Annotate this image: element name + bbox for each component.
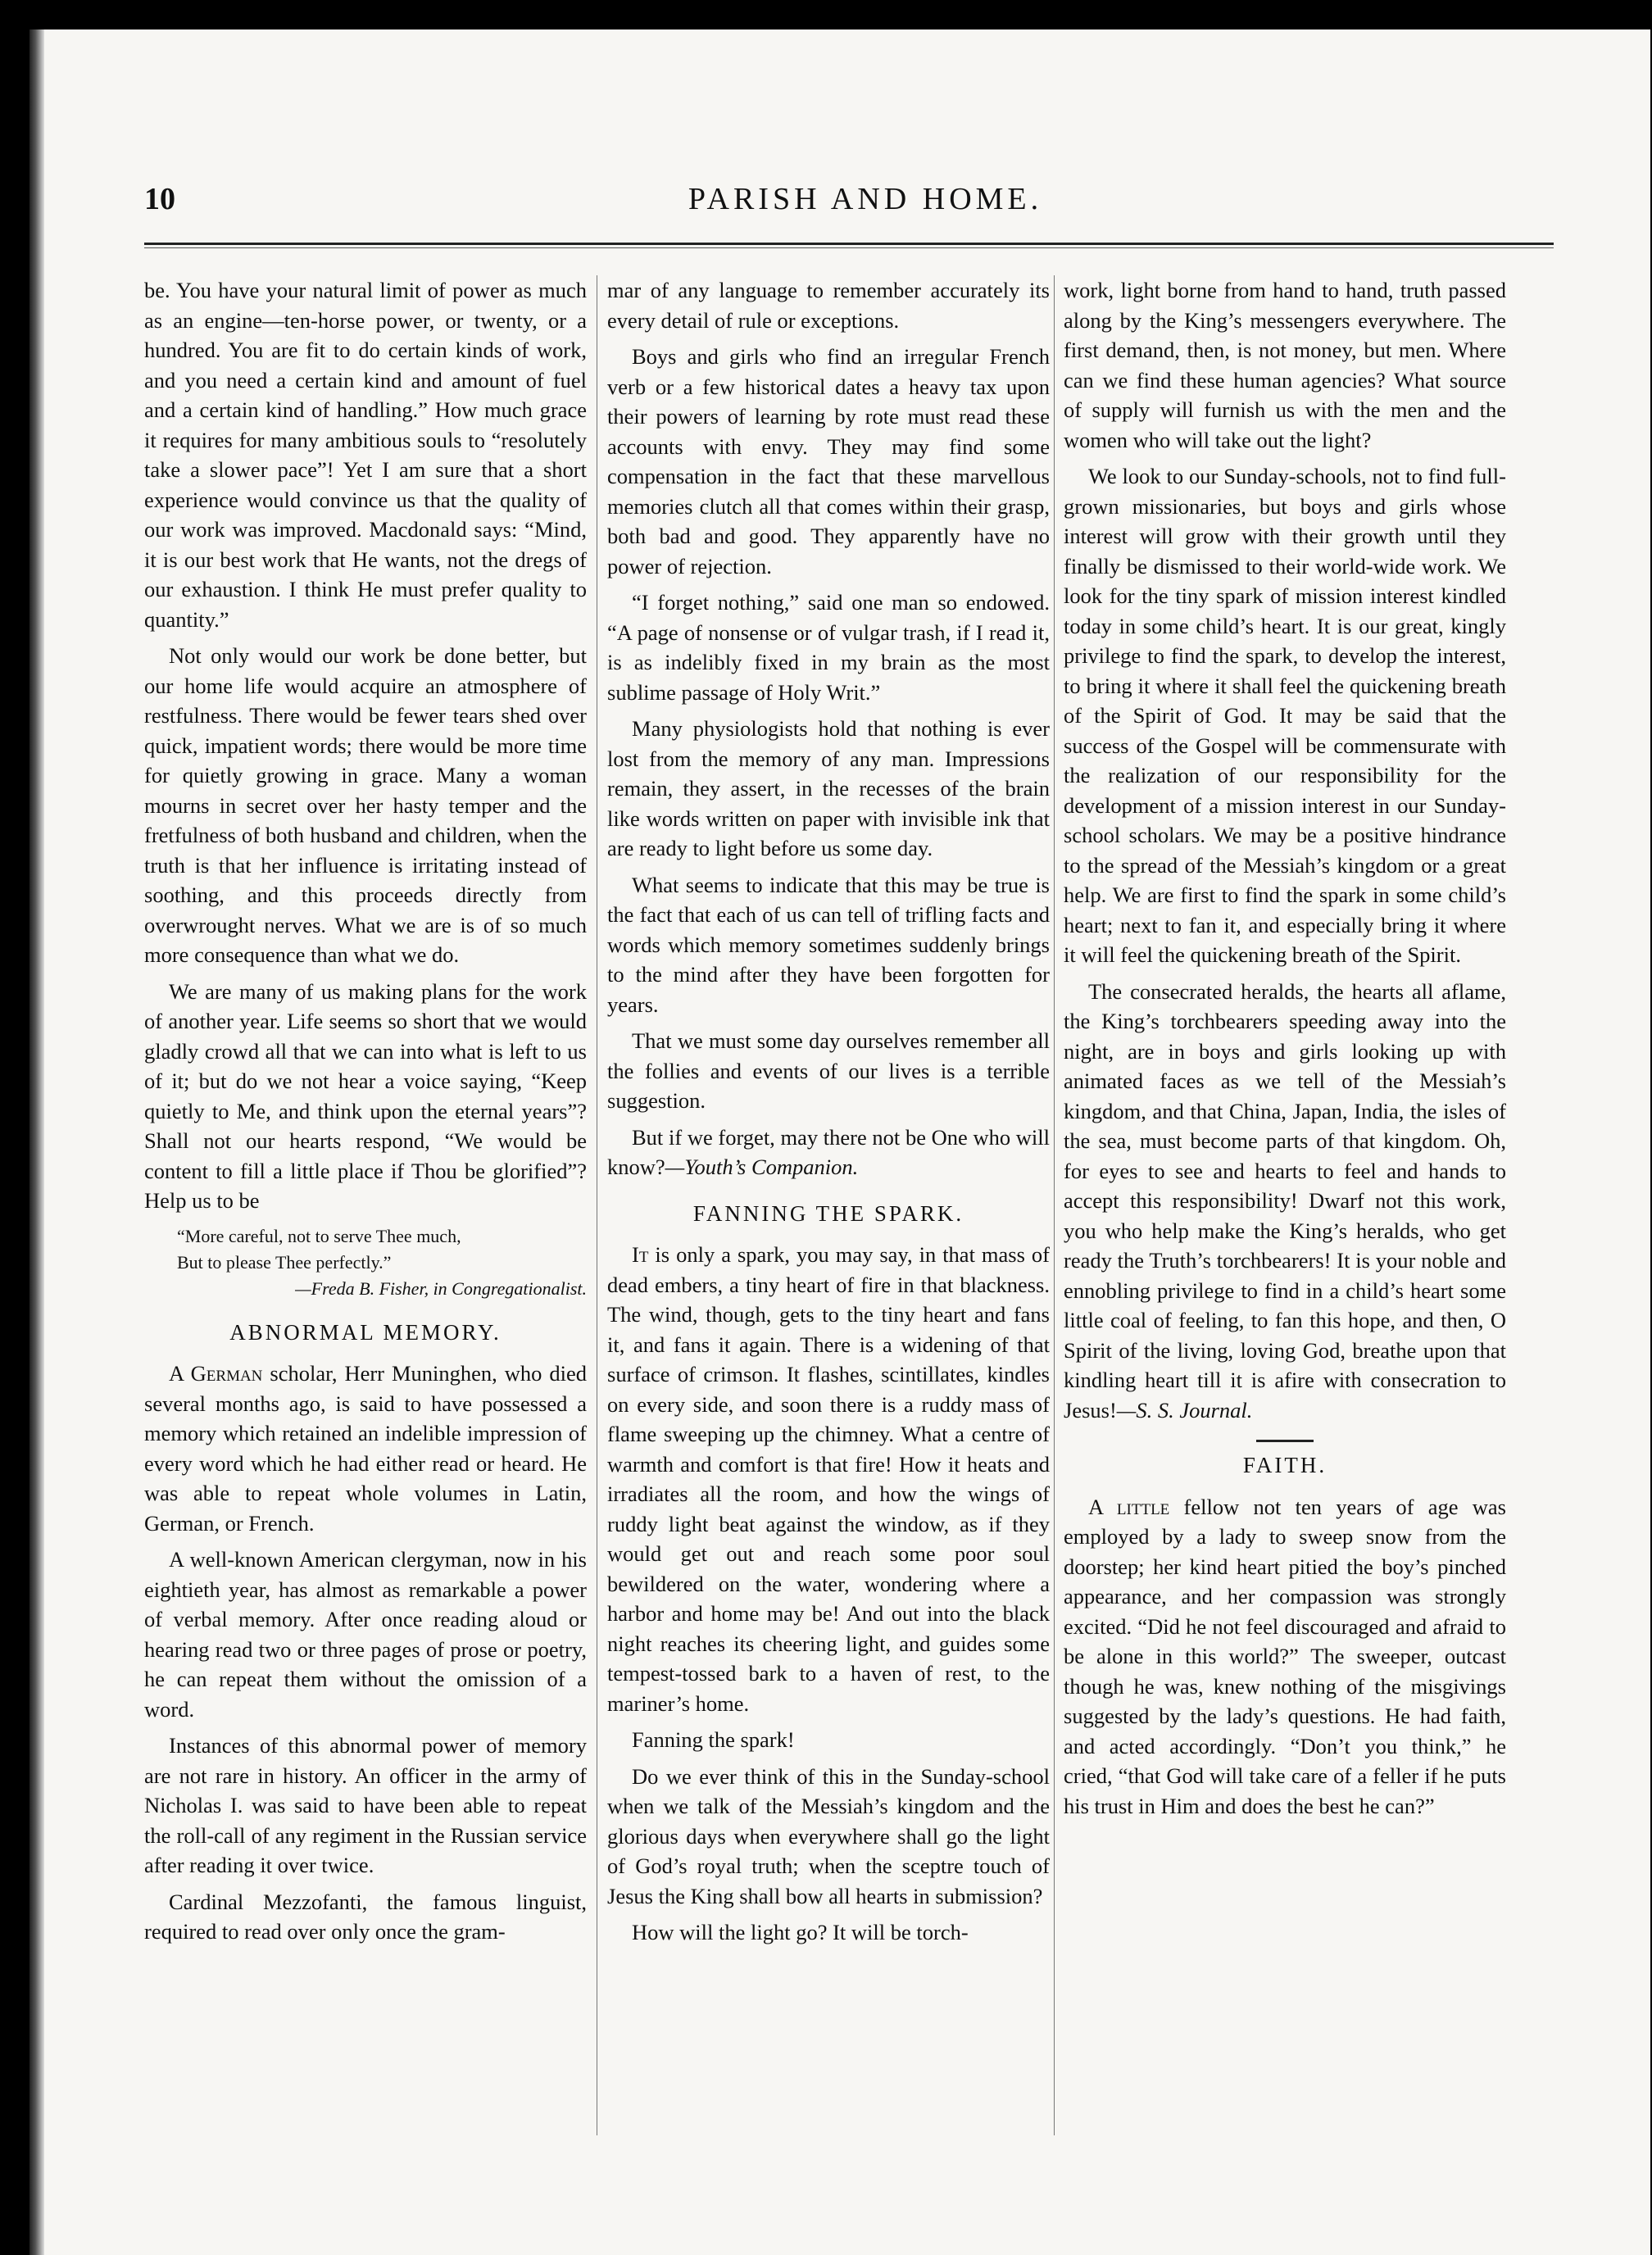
column-left <box>144 275 587 1953</box>
paragraph <box>1064 977 1506 1426</box>
paragraph <box>1064 1492 1506 1822</box>
paragraph: Instances of this abnormal power of memory are not rare in history. An officer in the army of Nicholas I. was said to have been able to repeat the roll-call of any regiment in the Russian service after reading it over twice. <box>144 1733 587 1877</box>
paragraph: Not only would our work be done better, but our home life would acquire an atmosphere of restfulness. There would be fewer tears shed over quick, impatient words; there would be more time for quietly growing in grace. Many a woman mourns in secret over her hasty temper and the fretfulness of both husband and children, when the truth is that her influence is irritating instead of soothing, and this proceeds directly from overwrought nerves. What we are is of so much more consequence than what we do. <box>144 643 587 967</box>
lead-in: It <box>632 1242 649 1267</box>
paragraph: Boys and girls who find an irregular French verb or a few historical dates a heavy tax upon their powers of learning by rote must read these accounts with envy. They may find some compensation in the fact that these marvellous memories clutch all that comes within their grasp, both bad and good. They apparently have no power of rejection. <box>607 344 1050 578</box>
article-heading-faith: FAITH. <box>1242 1453 1328 1477</box>
paragraph: That we must some day ourselves remember all the follies and events of our lives is a terrible suggestion. <box>607 1028 1050 1113</box>
header-rule <box>144 243 1554 248</box>
paragraph: How will the light go? It will be torch- <box>632 1920 969 1944</box>
paragraph: What seems to indicate that this may be true is the fact that each of us can tell of trifling facts and words which memory sometimes suddenly brings to the mind after they have been forgotten for years. <box>607 872 1050 1017</box>
paragraph: We look to our Sunday-schools, not to find full-grown missionaries, but boys and girls whose interest will grow with their growth until they finally be dismissed to their world-wide work. We look for the tiny spark of mission interest kindled today in some child’s heart. It is our great, kingly privilege to find the spark, to develop the interest, to bring it where it shall feel the quickening breath of the Spirit of God. It may be said that the success of the Gospel will be commensurate with the realization of our responsibility for the development of a mission interest in our Sunday-school scholars. We may be a positive hindrance to the spread of the Messiah’s kingdom or a great help. We are first to find the spark in some child’s heart; next to fan it, and especially bring it where it will feel the quickening breath of the Spirit. <box>1064 464 1506 967</box>
paragraph: Fanning the spark! <box>632 1727 795 1752</box>
paragraph <box>144 1359 587 1538</box>
section-separator <box>1256 1440 1314 1442</box>
paragraph-text: is only a spark, you may say, in that mass of dead embers, a tiny heart of fire in that blackness. The wind, though, gets to the tiny heart and fans it, and fans it again. There is a widening of that surface of crimson. It flashes, scintillates, kindles on every side, and soon there is a ruddy mass of flame sweeping up the chimney. What a centre of warmth and comfort is that fire! How it heats and irradiates all the room, and how the wings of ruddy light beat against the window, as if they would get out and reach some poor soul bewildered on the water, wondering where a harbor and home may be! And out into the black night reaches its cheering light, and guides some tempest-tossed bark to a haven of rest, to the mariner’s home. <box>607 1242 1050 1716</box>
lead-in: A little <box>1088 1494 1170 1519</box>
paragraph: “I forget nothing,” said one man so endowed. “A page of nonsense or of vulgar trash, if I read it, is as indelibly fixed in my brain as the most sublime passage of Holy Writ.” <box>607 590 1050 705</box>
paragraph: Do we ever think of this in the Sunday-school when we talk of the Messiah’s kingdom and the glorious days when everywhere shall go the light of God’s royal truth; when the sceptre touch of Jesus the King shall bow all hearts in submission? <box>607 1763 1050 1908</box>
source-credit: —Youth’s Companion. <box>665 1155 859 1179</box>
attribution: —Freda B. Fisher, in Congregationalist. <box>295 1277 587 1299</box>
verse-line: But to please Thee perfectly.” <box>177 1251 392 1273</box>
paragraph: A well-known American clergyman, now in his eightieth year, has almost as remarkable a power of verbal memory. After once reading aloud or hearing read two or three pages of prose or poetry, he can repeat them without the omission of a word. <box>144 1547 587 1722</box>
paragraph: Many physiologists hold that nothing is ever lost from the memory of any man. Impressions remain, they assert, in the recesses of the brain like words written on paper with invisible ink that are ready to light before us some day. <box>607 716 1050 860</box>
page-number: 10 <box>144 182 175 216</box>
paragraph: mar of any language to remember accurately its every detail of rule or exceptions. <box>607 278 1050 333</box>
paragraph: work, light borne from hand to hand, truth passed along by the King’s messengers everywhere. The first demand, then, is not money, but men. Where can we find these human agencies? What source of supply will furnish us with the men and the women who will take out the light? <box>1064 278 1506 452</box>
page-header <box>144 181 1554 230</box>
column-right <box>1064 275 1506 1827</box>
running-title: PARISH AND HOME. <box>688 182 1043 216</box>
column-rule-2 <box>1054 275 1055 2135</box>
paragraph-text: The consecrated heralds, the hearts all aflame, the King’s torchbearers speeding away into the night, are in boys and girls looking up with animated faces as we tell of the Messiah’s kingdom, and that China, Japan, India, the isles of the sea, must become parts of that kingdom. Oh, for eyes to see and hearts to feel and hands to accept this responsibility! Dwarf not this work, you who help make the King’s heralds, who get ready the Truth’s torchbearers! It is your noble and ennobling privilege to find in a child’s heart some little coal of feeling, to fan this hope, and then, O Spirit of the living, loving God, breathe upon that kindling heart till it is afire with consecration to Jesus! <box>1064 978 1506 1422</box>
source-credit: —S. S. Journal. <box>1116 1397 1253 1422</box>
lead-in: A German <box>169 1361 263 1386</box>
verse-line: “More careful, not to serve Thee much, <box>177 1225 461 1246</box>
paragraph: We are many of us making plans for the work of another year. Life seems so short that we would gladly crowd all that we can into what is left to us of it; but do we not hear a voice saying, “Keep quietly to Me, and think upon the eternal years”? Shall not our hearts respond, “We would be content to fill a little place if Thou be glorified”? Help us to be <box>144 978 587 1213</box>
newspaper-page <box>30 29 1650 2255</box>
paragraph: Cardinal Mezzofanti, the famous linguist, required to read over only once the gram- <box>144 1889 587 1944</box>
binding-spine <box>30 29 44 2255</box>
paragraph <box>607 1123 1050 1182</box>
paragraph-text: fellow not ten years of age was employed by a lady to sweep snow from the doorstep; her kind heart pitied the boy’s pinched appearance, and her compassion was strongly excited. “Did he not feel discouraged and afraid to be alone in this world?” The sweeper, outcast though he was, knew nothing of the misgivings suggested by the lady’s questions. He had faith, and acted accordingly. “Don’t you think,” he cried, “that God will take care of a feller if he puts his trust in Him and does the best he can?” <box>1064 1494 1506 1818</box>
paragraph-text: scholar, Herr Muninghen, who died several months ago, is said to have possessed a memory which retained an indelible impression of every word which he had either read or heard. He was able to repeat whole volumes in Latin, German, or French. <box>144 1361 587 1536</box>
paragraph <box>607 1240 1050 1718</box>
article-heading-fanning-the-spark: FANNING THE SPARK. <box>692 1200 964 1226</box>
paragraph-text: But if we forget, may there not be One who will know? <box>607 1124 1050 1179</box>
paragraph: be. You have your natural limit of power as much as an engine—ten-horse power, or twenty, or a hundred. You are fit to do certain kinds of work, and you need a certain kind and amount of fuel and a certain kind of handling.” How much grace it requires for many ambitious souls to “resolutely take a slower pace”! Yet I am sure that a short experience would convince us that the quality of our work was improved. Macdonald says: “Mind, it is our best work that He wants, not the dregs of our exhaustion. I think He must prefer quality to quantity.” <box>144 278 587 632</box>
article-heading-abnormal-memory: ABNORMAL MEMORY. <box>229 1319 502 1345</box>
column-middle <box>607 275 1050 1954</box>
